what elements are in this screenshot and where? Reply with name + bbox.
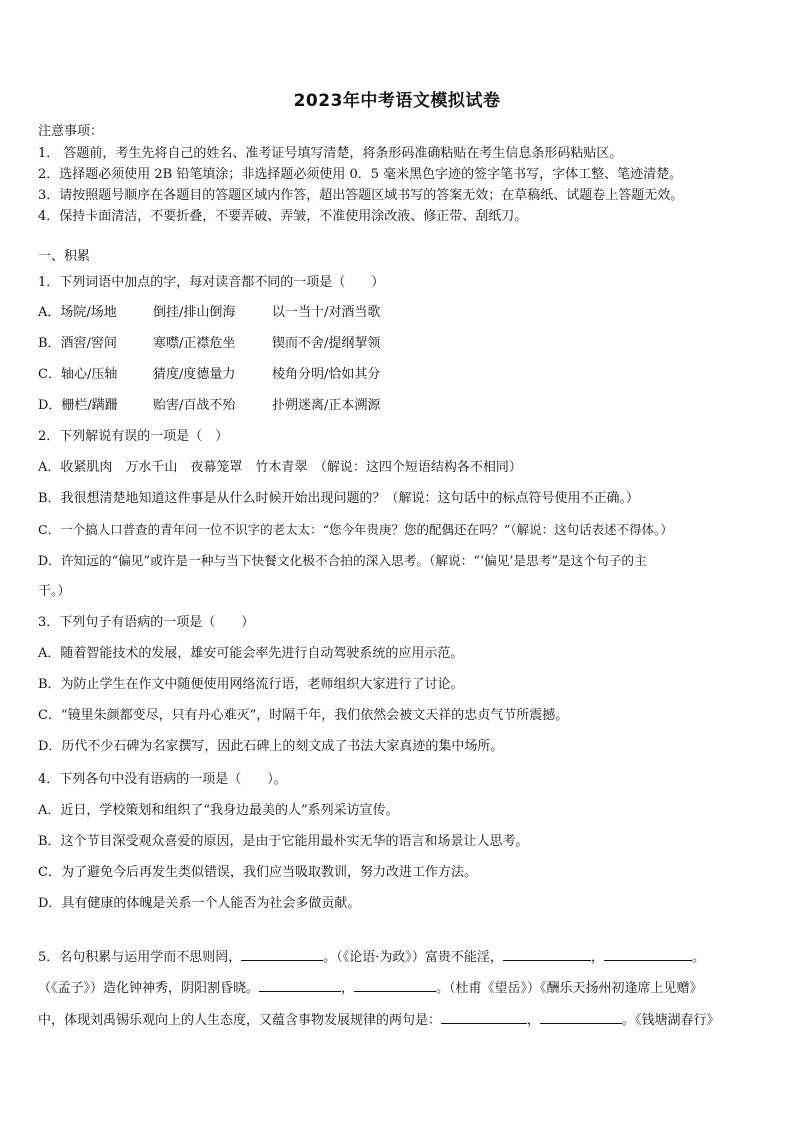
question-1-option-d <box>38 398 380 414</box>
page-title: 2023年中考语文模拟试卷 <box>293 91 501 111</box>
question-5-line-3 <box>38 1011 720 1029</box>
question-3-option-c: C．“镜里朱颜都变尽，只有丹心难灭”，时隔千年，我们依然会被文天祥的忠贞气节所震撼。 <box>38 708 569 723</box>
option-word: 猜度/度德量力 <box>153 367 236 382</box>
question-1-stem: 1．下列词语中加点的字，每对读音都不同的一项是（ ） <box>38 275 385 290</box>
notice-item: 3．请按照题号顺序在各题目的答题区域内作答，超出答题区域书写的答案无效；在草稿纸、试题卷上答题无效。 <box>38 188 684 203</box>
option-word: D．栅栏/蹒跚 <box>38 398 118 413</box>
question-2-option-d-cont: 干。） <box>38 584 71 599</box>
question-2-stem: 2．下列解说有误的一项是（ ） <box>38 429 229 444</box>
question-2-option-a: A．收紧肌肉 万水千山 夜幕笼罩 竹木青翠 （解说：这四个短语结构各不相同） <box>38 460 522 475</box>
question-4-option-d: D．具有健康的体魄是关系一个人能否为社会多做贡献。 <box>38 896 361 911</box>
option-word: 寒噤/正襟危坐 <box>153 336 236 351</box>
notice-item: 2．选择题必须使用 2B 铅笔填涂；非选择题必须使用 0．5 毫米黑色字迹的签字笔书写，字体工整、笔迹清楚。 <box>38 167 683 182</box>
q5-text: ， <box>341 981 355 996</box>
option-word: B．酒窖/窖间 <box>38 336 117 351</box>
answer-blank[interactable] <box>259 979 341 992</box>
q5-text: 5．名句积累与运用学而不思则罔， <box>38 950 242 965</box>
option-word: 以一当十/对酒当歌 <box>272 305 381 320</box>
question-4-option-c: C．为了避免今后再发生类似错误，我们应当吸取教训，努力改进工作方法。 <box>38 865 477 880</box>
option-word: 扑朔迷离/正本溯源 <box>272 398 381 413</box>
q5-text: ， <box>527 1013 541 1028</box>
section-heading: 一、积累 <box>38 249 91 264</box>
q5-text: 。 <box>691 950 705 965</box>
notice-item: 1． 答题前，考生先将自己的姓名、准考证号填写清楚，将条形码准确粘贴在考生信息条形码粘贴区。 <box>38 146 623 161</box>
question-3-stem: 3．下列句子有语病的一项是（ ） <box>38 615 255 630</box>
question-4-stem: 4．下列各句中没有语病的一项是（ ）。 <box>38 772 287 787</box>
answer-blank[interactable] <box>540 1011 622 1024</box>
question-1-option-b <box>38 336 380 352</box>
answer-blank[interactable] <box>354 979 436 992</box>
answer-blank[interactable] <box>503 948 591 961</box>
question-2-option-c: C．一个搞人口普查的青年问一位不识字的老太太：“您今年贵庚？您的配偶还在吗？”（解说：这句话表述不得体。） <box>38 522 673 537</box>
q5-text: 。（《论语·为政》）富贵不能淫， <box>323 950 503 965</box>
q5-text: （《孟子》）造化钟神秀，阴阳割昏晓。 <box>38 981 260 996</box>
question-3-option-b: B．为防止学生在作文中随便使用网络流行语，老师组织大家进行了讨论。 <box>38 677 464 692</box>
option-word: 贻害/百战不殆 <box>153 398 236 413</box>
question-5-line-1 <box>38 948 705 966</box>
option-word: A．场院/场地 <box>38 305 117 320</box>
answer-blank[interactable] <box>241 948 323 961</box>
option-word: 倒挂/排山倒海 <box>153 305 236 320</box>
question-4-option-a: A．近日，学校策划和组织了“我身边最美的人”系列采访宣传。 <box>38 803 399 818</box>
question-1-option-a <box>38 305 380 321</box>
option-word: C．轴心/压轴 <box>38 367 118 382</box>
answer-blank[interactable] <box>604 948 692 961</box>
q5-text: 。（杜甫《望岳》）《酬乐天扬州初逢席上见赠》 <box>436 981 703 996</box>
q5-text: 中，体现刘禹锡乐观向上的人生态度，又蕴含事物发展规律的两句是： <box>38 1013 442 1028</box>
question-2-option-b: B．我很想清楚地知道这件事是从什么时候开始出现问题的？（解说：这句话中的标点符号使用不正确。） <box>38 491 640 506</box>
notice-heading: 注意事项： <box>38 124 104 139</box>
q5-text: 。《钱塘湖春行》 <box>622 1013 720 1028</box>
option-word: 棱角分明/恰如其分 <box>272 367 381 382</box>
question-3-option-a: A．随着智能技术的发展，雄安可能会率先进行自动驾驶系统的应用示范。 <box>38 646 464 661</box>
notice-item: 4．保持卡面清洁，不要折叠，不要弄破、弄皱，不准使用涂改液、修正带、刮纸刀。 <box>38 209 528 224</box>
question-2-option-d: D．许知远的“偏见”或许是一种与当下快餐文化极不合拍的深入思考。（解说：“‘偏见’是思考”是这个句子的主 <box>38 553 647 568</box>
question-4-option-b: B．这个节目深受观众喜爱的原因，是由于它能用最朴实无华的语言和场景让人思考。 <box>38 834 529 849</box>
option-word: 锲而不舍/提纲挈领 <box>272 336 381 351</box>
question-1-option-c <box>38 367 380 383</box>
answer-blank[interactable] <box>441 1011 527 1024</box>
question-3-option-d: D．历代不少石碑为名家撰写，因此石碑上的刻文成了书法大家真迹的集中场所。 <box>38 739 504 754</box>
q5-text: ， <box>590 950 604 965</box>
question-5-line-2 <box>38 979 703 997</box>
